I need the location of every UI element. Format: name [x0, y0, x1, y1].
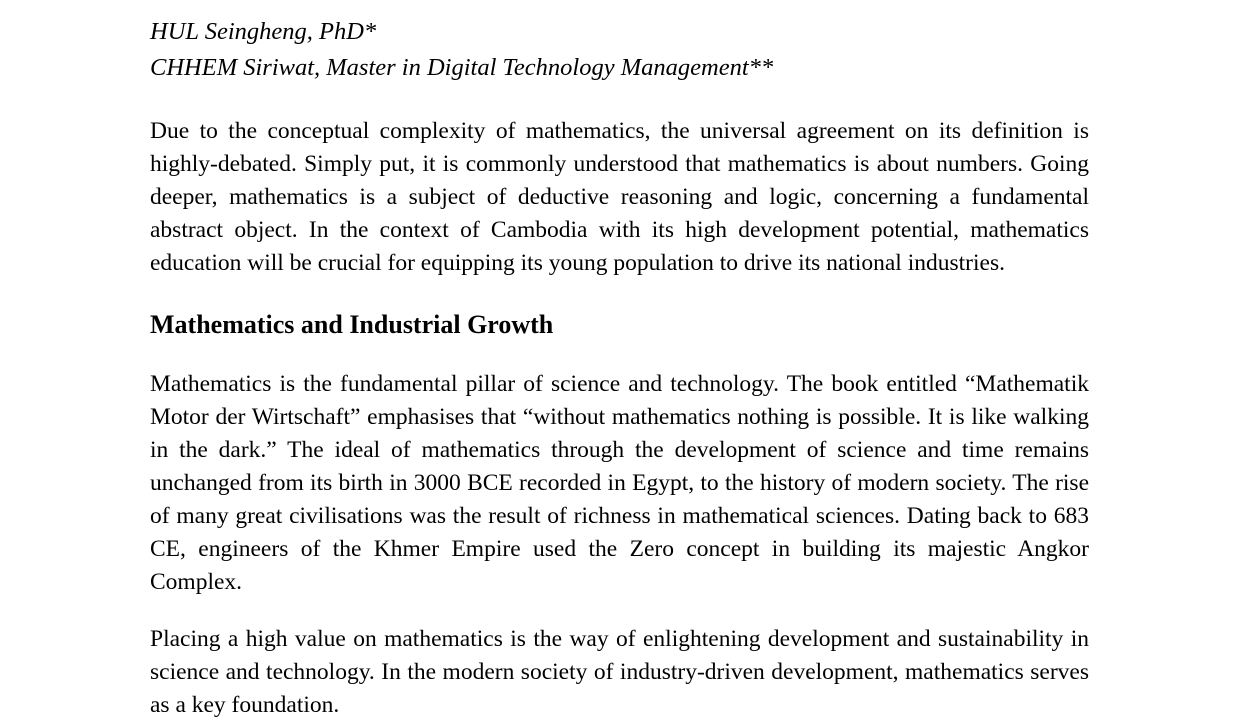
document-page	[150, 14, 1089, 722]
pillar-paragraph: Mathematics is the fundamental pillar of science and technology. The book entitled “Mathematik Motor der Wirtschaft” emphasises that “without mathematics nothing is possible. It is like walking in the dark.” The ideal of mathematics through the development of science and time remains unchanged from its birth in 3000 BCE recorded in Egypt, to the history of modern society. The rise of many great civilisations was the result of richness in mathematical sciences. Dating back to 683 CE, engineers of the Khmer Empire used the Zero concept in building its majestic Angkor Complex.	[150, 371, 1089, 595]
value-paragraph: Placing a high value on mathematics is the way of enlightening development and sustainability in science and technology. In the modern society of industry-driven development, mathematics serves as a key foundation.	[150, 626, 1089, 718]
author-line-2: CHHEM Siriwat, Master in Digital Technology Management**	[150, 54, 774, 81]
author-line-1: HUL Seingheng, PhD*	[150, 18, 377, 45]
intro-paragraph: Due to the conceptual complexity of mathematics, the universal agreement on its definition is highly-debated. Simply put, it is commonly understood that mathematics is about numbers. Going deeper, mathematics is a subject of deductive reasoning and logic, concerning a fundamental abstract object. In the context of Cambodia with its high development potential, mathematics education will be crucial for equipping its young population to drive its national industries.	[150, 118, 1089, 276]
section-heading: Mathematics and Industrial Growth	[150, 310, 554, 339]
